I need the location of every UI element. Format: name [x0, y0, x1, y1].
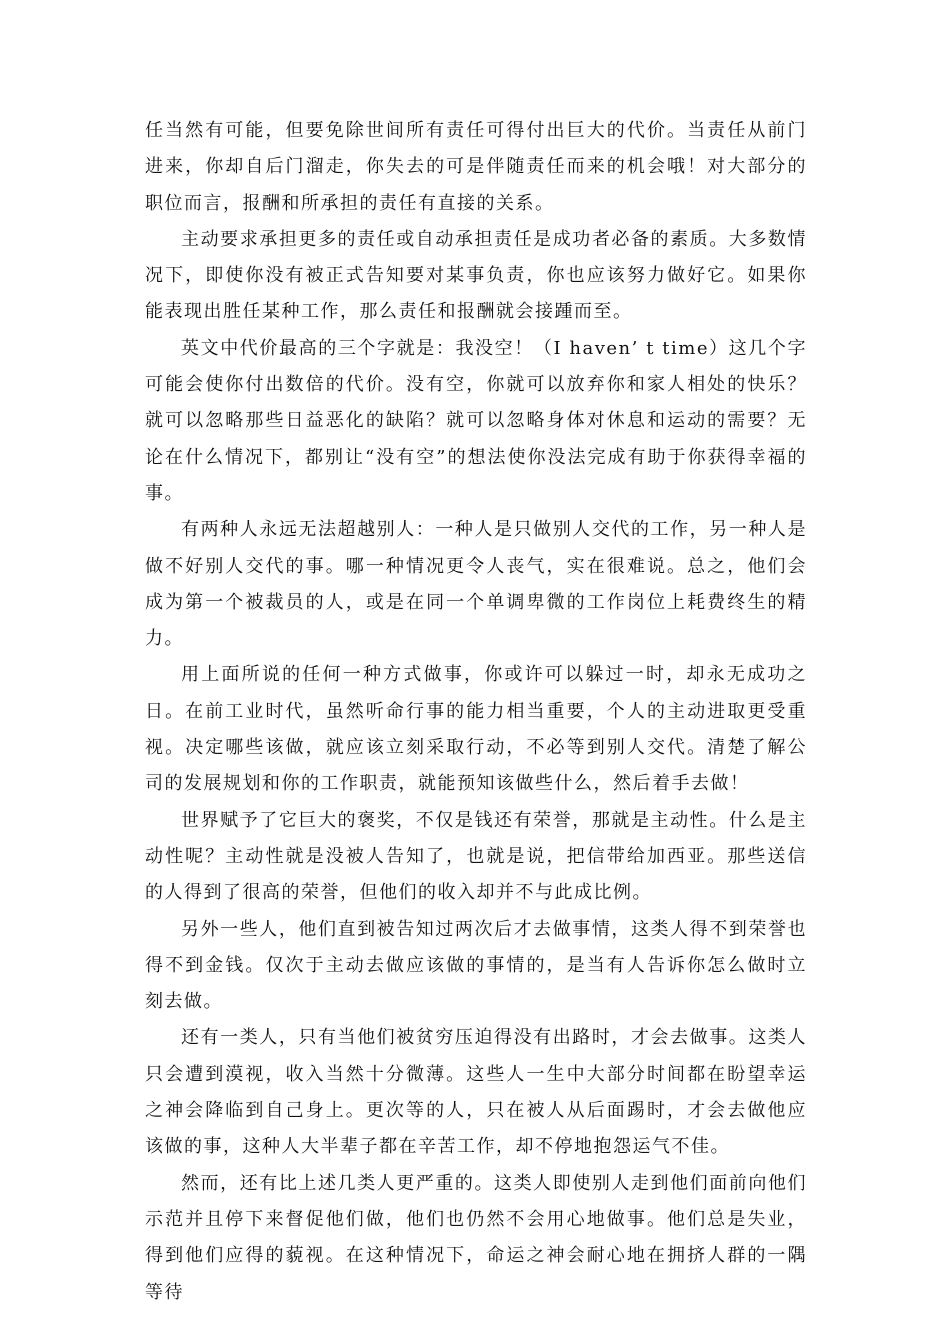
paragraph-4: 有两种人永远无法超越别人：一种人是只做别人交代的工作，另一种人是做不好别人交代的事。哪一种情况更令人丧气，实在很难说。总之，他们会成为第一个被裁员的人，或是在同一个单调卑微的工作岗位上耗费终生的精力。 [145, 519, 807, 650]
paragraph-1: 任当然有可能，但要免除世间所有责任可得付出巨大的代价。当责任从前门进来，你却自后门溜走，你失去的可是伴随责任而来的机会哦！对大部分的职位而言，报酬和所承担的责任有直接的关系。 [145, 120, 807, 214]
paragraph-2: 主动要求承担更多的责任或自动承担责任是成功者必备的素质。大多数情况下，即使你没有被正式告知要对某事负责，你也应该努力做好它。如果你能表现出胜任某种工作，那么责任和报酬就会接踵而至。 [145, 228, 807, 323]
paragraph-8: 还有一类人，只有当他们被贫穷压迫得没有出路时，才会去做事。这类人只会遭到漠视，收入当然十分微薄。这些人一生中大部分时间都在盼望幸运之神会降临到自己身上。更次等的人，只在被人从后面踢时，才会去做他应该做的事，这种人大半辈子都在辛苦工作，却不停地抱怨运气不佳。 [145, 1027, 807, 1158]
paragraph-7: 另外一些人，他们直到被告知过两次后才去做事情，这类人得不到荣誉也得不到金钱。仅次于主动去做应该做的事情的，是当有人告诉你怎么做时立刻去做。 [145, 918, 807, 1013]
paragraph-6: 世界赋予了它巨大的褒奖，不仅是钱还有荣誉，那就是主动性。什么是主动性呢？主动性就是没被人告知了，也就是说，把信带给加西亚。那些送信的人得到了很高的荣誉，但他们的收入却并不与此成比例。 [145, 809, 807, 904]
paragraph-9: 然而，还有比上述几类人更严重的。这类人即使别人走到他们面前向他们示范并且停下来督促他们做，他们也仍然不会用心地做事。他们总是失业，得到他们应得的藐视。在这种情况下，命运之神会耐心地在拥挤人群的一隅等待 [145, 1172, 807, 1303]
paragraph-5: 用上面所说的任何一种方式做事，你或许可以躲过一时，却永无成功之日。在前工业时代，虽然听命行事的能力相当重要，个人的主动进取更受重视。决定哪些该做，就应该立刻采取行动，不必等到别人交代。清楚了解公司的发展规划和你的工作职责，就能预知该做些什么，然后着手去做！ [145, 664, 807, 795]
document-body [145, 113, 807, 1311]
paragraph-3: 英文中代价最高的三个字就是：我没空！（I haven’ t time）这几个字可能会使你付出数倍的代价。没有空，你就可以放弃你和家人相处的快乐？就可以忽略那些日益恶化的缺陷？就可以忽略身体对休息和运动的需要？无论在什么情况下，都别让“没有空”的想法使你没法完成有助于你获得幸福的事。 [145, 337, 807, 504]
